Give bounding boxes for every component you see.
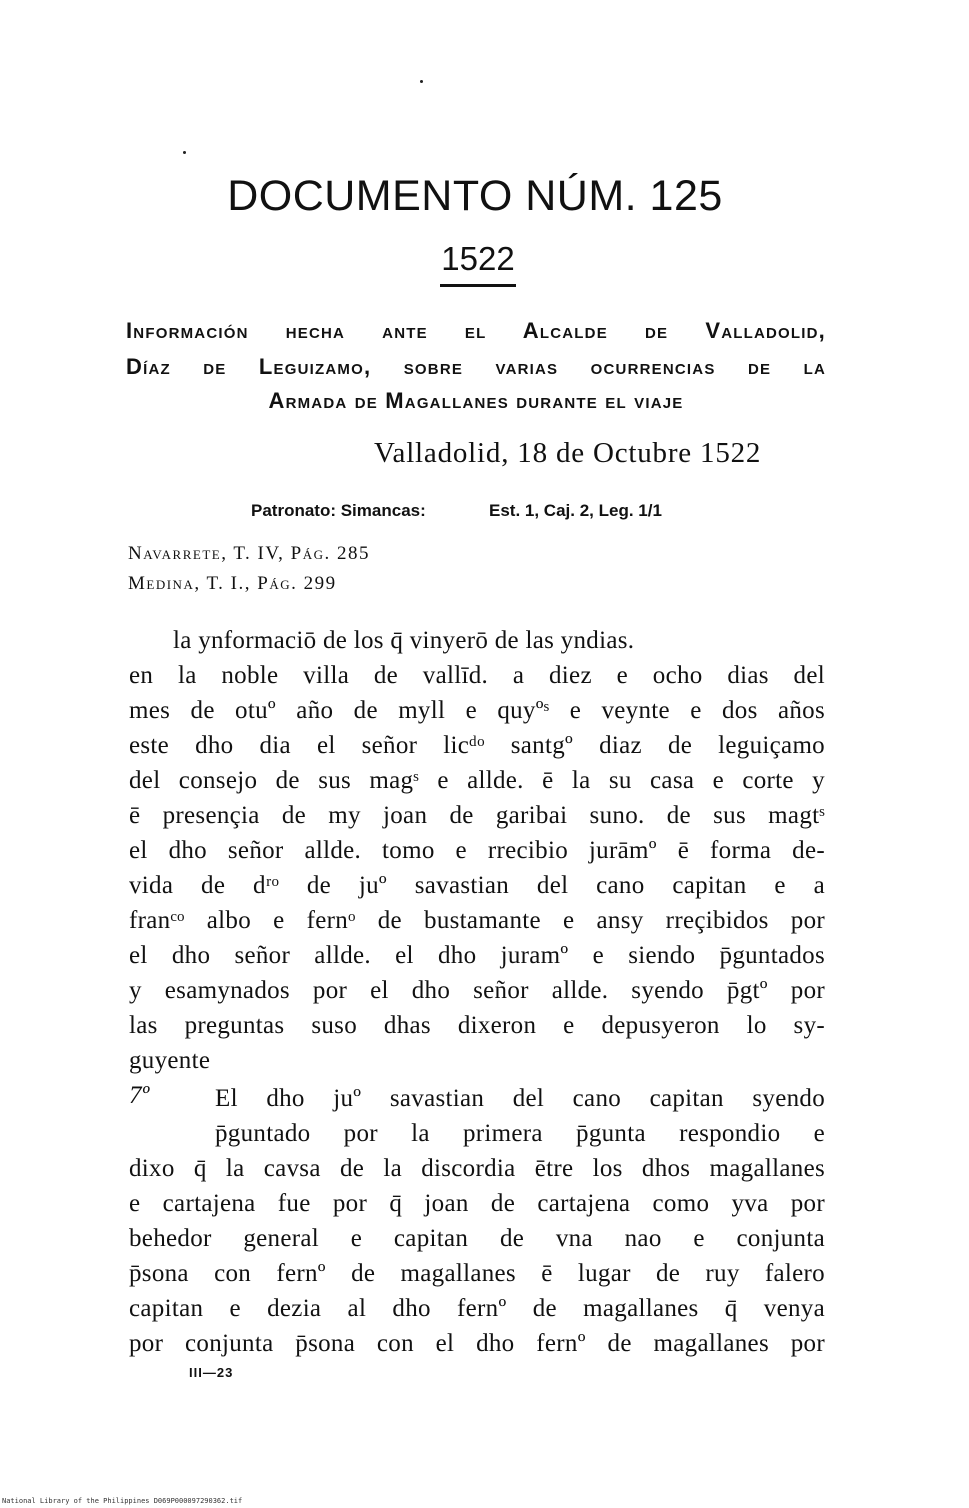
body-line: ē presençia de my joan de garibai suno. de sus magtˢ <box>129 802 825 829</box>
heading-line-2: Díaz de Leguizamo, sobre varias ocurrencias de la <box>126 354 826 379</box>
reference-medina: Medina, T. I., Pág. 299 <box>128 573 337 594</box>
year-underline <box>440 284 516 287</box>
body-line: y esamynados por el dho señor allde. syendo p̄gtº por <box>129 977 825 1004</box>
scan-speck <box>183 151 186 154</box>
body-line: el dho señor allde. el dho juramº e siendo p̄guntados <box>129 942 825 969</box>
body-line: guyente <box>129 1047 211 1074</box>
body-line: mes de otuº año de myll e quyºˢ e veynte e dos años <box>129 697 825 724</box>
archive-source: Patronato: Simancas: <box>251 501 426 520</box>
body-line: p̄sona con fernº de magallanes ē lugar de ruy falero <box>129 1260 825 1287</box>
body-line: behedor general e capitan de vna nao e conjunta <box>129 1225 825 1252</box>
body-line: vida de dʳᵒ de juº savastian del cano capitan e a <box>129 872 825 899</box>
reference-navarrete: Navarrete, T. IV, Pág. 285 <box>128 543 370 564</box>
body-line: el dho señor allde. tomo e rrecibio jurāmº ē forma de- <box>129 837 825 864</box>
body-line: dixo q̄ la cavsa de la discordia ētre los dhos magallanes <box>129 1155 825 1182</box>
heading-line-3: Armada de Magallanes durante el viaje <box>268 388 684 413</box>
body-line: las preguntas suso dhas dixeron e depusyeron lo sy- <box>129 1012 825 1039</box>
body-line: este dho dia el señor licᵈᵒ santgº diaz de leguiçamo <box>129 732 825 759</box>
body-line: franᶜᵒ albo e fernᵒ de bustamante e ansy rreçibidos por <box>129 907 825 934</box>
signature-mark: III—23 <box>189 1365 234 1380</box>
body-line: e cartajena fue por q̄ joan de cartajena como yva por <box>129 1190 825 1217</box>
document-title: DOCUMENTO NÚM. 125 <box>227 172 723 220</box>
paragraph-mark: 7º <box>129 1082 150 1109</box>
body-line: del consejo de sus magˢ e allde. ē la su casa e corte y <box>129 767 825 794</box>
heading-line-1: Información hecha ante el Alcalde de Valladolid, <box>126 318 826 343</box>
archive-location: Est. 1, Caj. 2, Leg. 1/1 <box>489 501 662 520</box>
document-year: 1522 <box>441 240 515 277</box>
scan-speck <box>420 80 423 83</box>
place-date: Valladolid, 18 de Octubre 1522 <box>374 437 762 469</box>
body-line: en la noble villa de vallīd. a diez e ocho dias del <box>129 662 825 689</box>
body-line: la ynformaciō de los q̄ vinyerō de las yndias. <box>173 627 635 654</box>
body-line: por conjunta p̄sona con el dho fernº de magallanes por <box>129 1330 825 1357</box>
body-line: El dho juº savastian del cano capitan syendo <box>215 1085 825 1112</box>
body-line: capitan e dezia al dho fernº de magallanes q̄ venya <box>129 1295 825 1322</box>
scan-footer: National Library of the Philippines D069P000097290362.tif <box>2 1497 243 1505</box>
body-line: p̄guntado por la primera p̄gunta respondio e <box>215 1120 825 1147</box>
